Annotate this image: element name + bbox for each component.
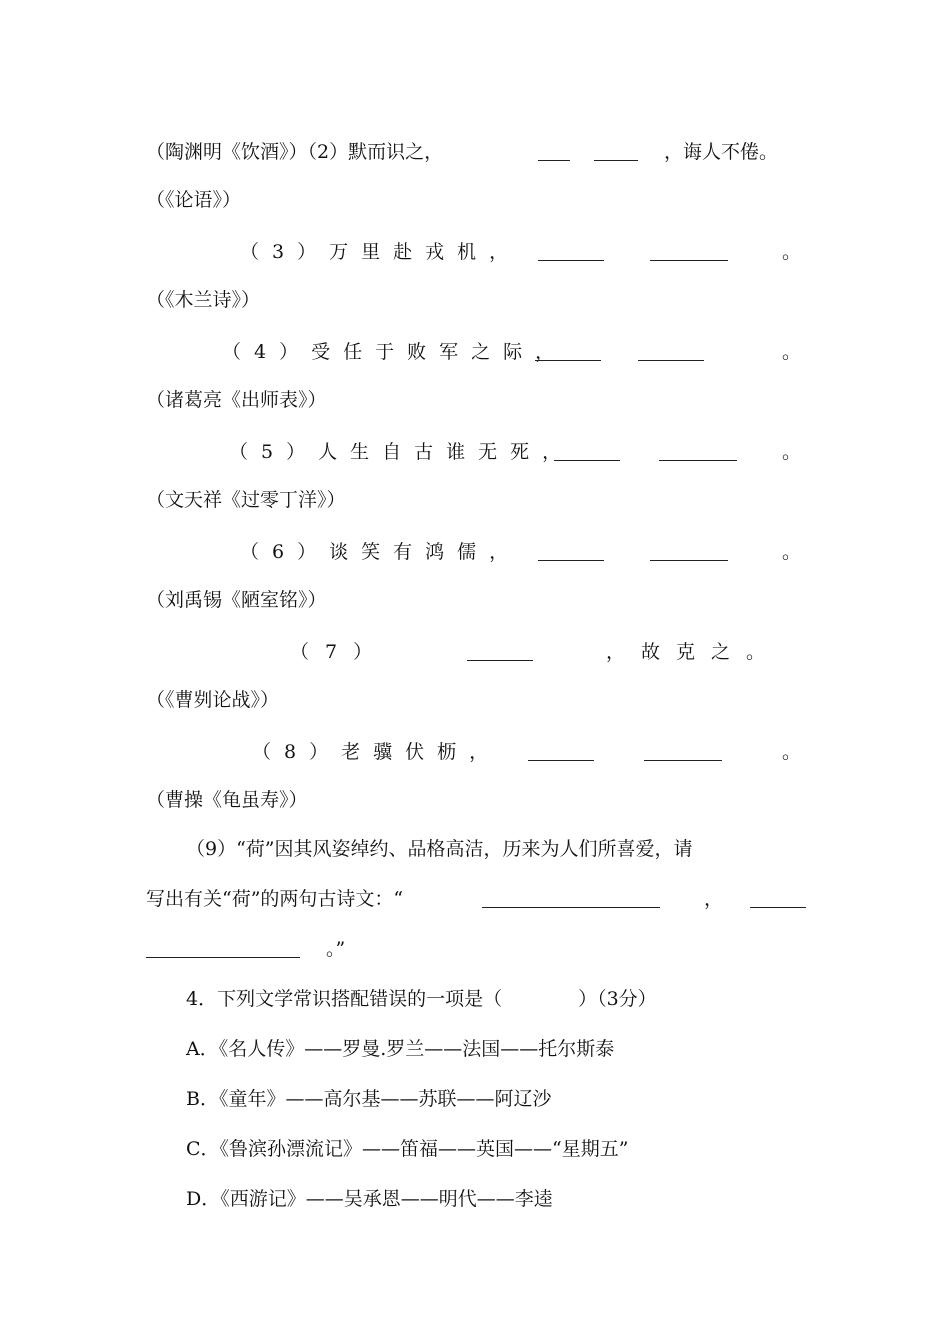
line-11-suffix: ，故克之。 xyxy=(606,641,782,663)
answer-blank xyxy=(650,260,728,261)
answer-blank xyxy=(650,560,728,561)
answer-blank xyxy=(538,260,604,261)
answer-blank xyxy=(594,160,638,161)
answer-blank xyxy=(146,957,300,958)
answer-blank xyxy=(554,460,620,461)
question-4-stem: 4．下列文学常识搭配错误的一项是（ ）（3分） xyxy=(186,988,657,1010)
line-9-text: （6）谈笑有鸿儒， xyxy=(240,541,522,563)
line-1-suffix: ，诲人不倦。 xyxy=(664,141,779,163)
answer-blank xyxy=(538,160,570,161)
line-5-suffix: 。 xyxy=(782,341,802,363)
answer-blank xyxy=(638,360,704,361)
line-9-suffix: 。 xyxy=(782,541,802,563)
comma-separator: ， xyxy=(704,888,724,910)
answer-blank xyxy=(535,360,601,361)
source-citation: （《论语》） xyxy=(146,189,242,211)
answer-blank xyxy=(467,660,533,661)
answer-blank xyxy=(528,760,594,761)
question-9-prompt: 写出有关“荷”的两句古诗文：“ xyxy=(146,888,404,910)
option-a: A．《名人传》——罗曼.罗兰——法国——托尔斯泰 xyxy=(186,1038,615,1060)
option-c: C．《鲁滨孙漂流记》——笛福——英国——“星期五” xyxy=(186,1138,629,1160)
source-citation: （文天祥《过零丁洋》） xyxy=(146,489,346,511)
answer-blank xyxy=(482,907,660,908)
line-13-text: （8）老骥伏枥， xyxy=(252,741,502,763)
line-7-text: （5）人生自古谁无死， xyxy=(229,441,575,463)
question-9-text: （9）“荷”因其风姿绰约、品格高洁，历来为人们所喜爱，请 xyxy=(186,838,693,860)
line-13-suffix: 。 xyxy=(782,741,802,763)
answer-blank xyxy=(659,460,737,461)
option-b: B．《童年》——高尔基——苏联——阿辽沙 xyxy=(186,1088,552,1110)
line-3-suffix: 。 xyxy=(782,241,802,263)
line-11-prefix: （7） xyxy=(290,641,389,663)
source-citation: （《木兰诗》） xyxy=(146,289,261,311)
line-1-text: （陶渊明《饮酒》）（2）默而识之， xyxy=(146,141,444,163)
answer-blank xyxy=(538,560,604,561)
closing-quote: 。” xyxy=(326,938,346,960)
line-5-text: （4）受任于败军之际， xyxy=(222,341,568,363)
line-3-text: （3）万里赴戎机， xyxy=(240,241,522,263)
answer-blank xyxy=(750,907,806,908)
source-citation: （诸葛亮《出师表》） xyxy=(146,389,327,411)
source-citation: （刘禹锡《陋室铭》） xyxy=(146,589,327,611)
source-citation: （曹操《龟虽寿》） xyxy=(146,789,308,811)
option-d: D．《西游记》——吴承恩——明代——李逵 xyxy=(186,1188,553,1210)
source-citation: （《曹刿论战》） xyxy=(146,689,280,711)
answer-blank xyxy=(644,760,722,761)
line-7-suffix: 。 xyxy=(782,441,802,463)
